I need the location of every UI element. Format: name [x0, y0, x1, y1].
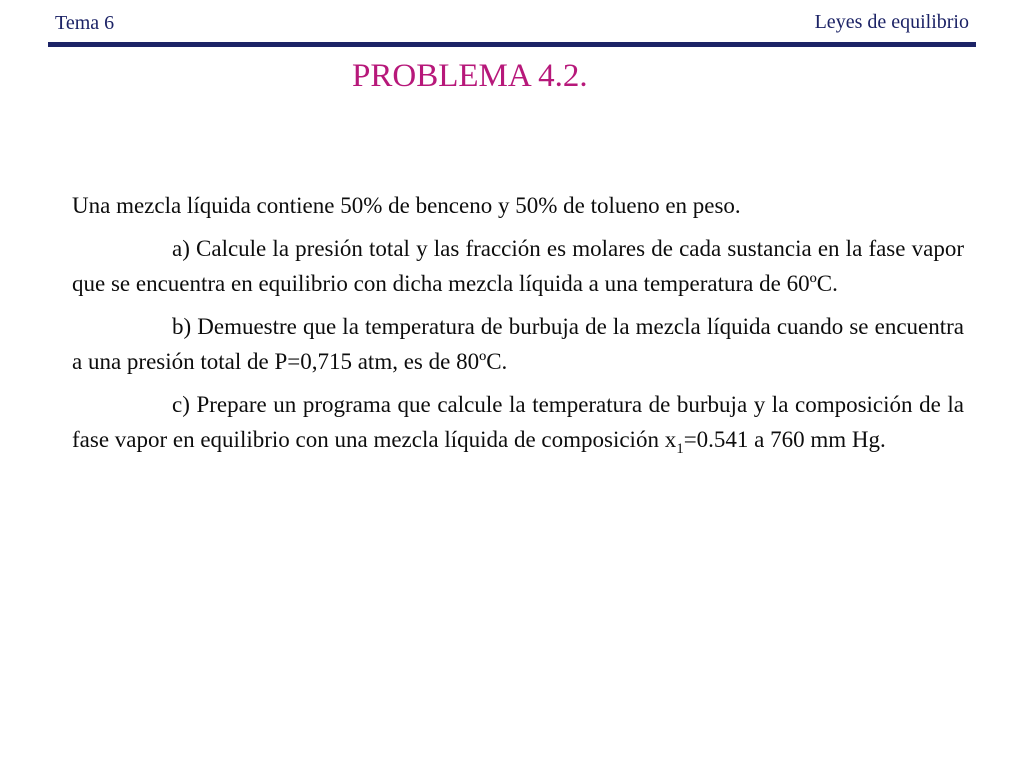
item-b-paragraph: b) Demuestre que la temperatura de burbuja de la mezcla líquida cuando se encuentra a una presión total de P=0,715 atm, es de 80ºC.: [72, 314, 964, 374]
problem-title: PROBLEMA 4.2.: [352, 58, 588, 94]
header-divider: [48, 42, 976, 47]
item-c-text-end: =0.541 a 760 mm Hg.: [683, 427, 886, 452]
item-a-paragraph: a) Calcule la presión total y las fracción es molares de cada sustancia en la fase vapor que se encuentra en equilibrio con dicha mezcla líquida a una temperatura de 60ºC.: [72, 236, 964, 296]
problem-statement: [72, 188, 964, 469]
item-c-subscript: 1: [676, 441, 684, 457]
intro-paragraph: Una mezcla líquida contiene 50% de benceno y 50% de tolueno en peso.: [72, 193, 741, 218]
item-c-paragraph: [72, 387, 964, 461]
item-c-text: c) Prepare un programa que calcule la temperatura de burbuja y la composición de la fase vapor en equilibrio con una mezcla líquida de composición x: [72, 392, 964, 452]
header-topic: Tema 6: [55, 12, 115, 34]
header-section-title: Leyes de equilibrio: [814, 11, 969, 33]
